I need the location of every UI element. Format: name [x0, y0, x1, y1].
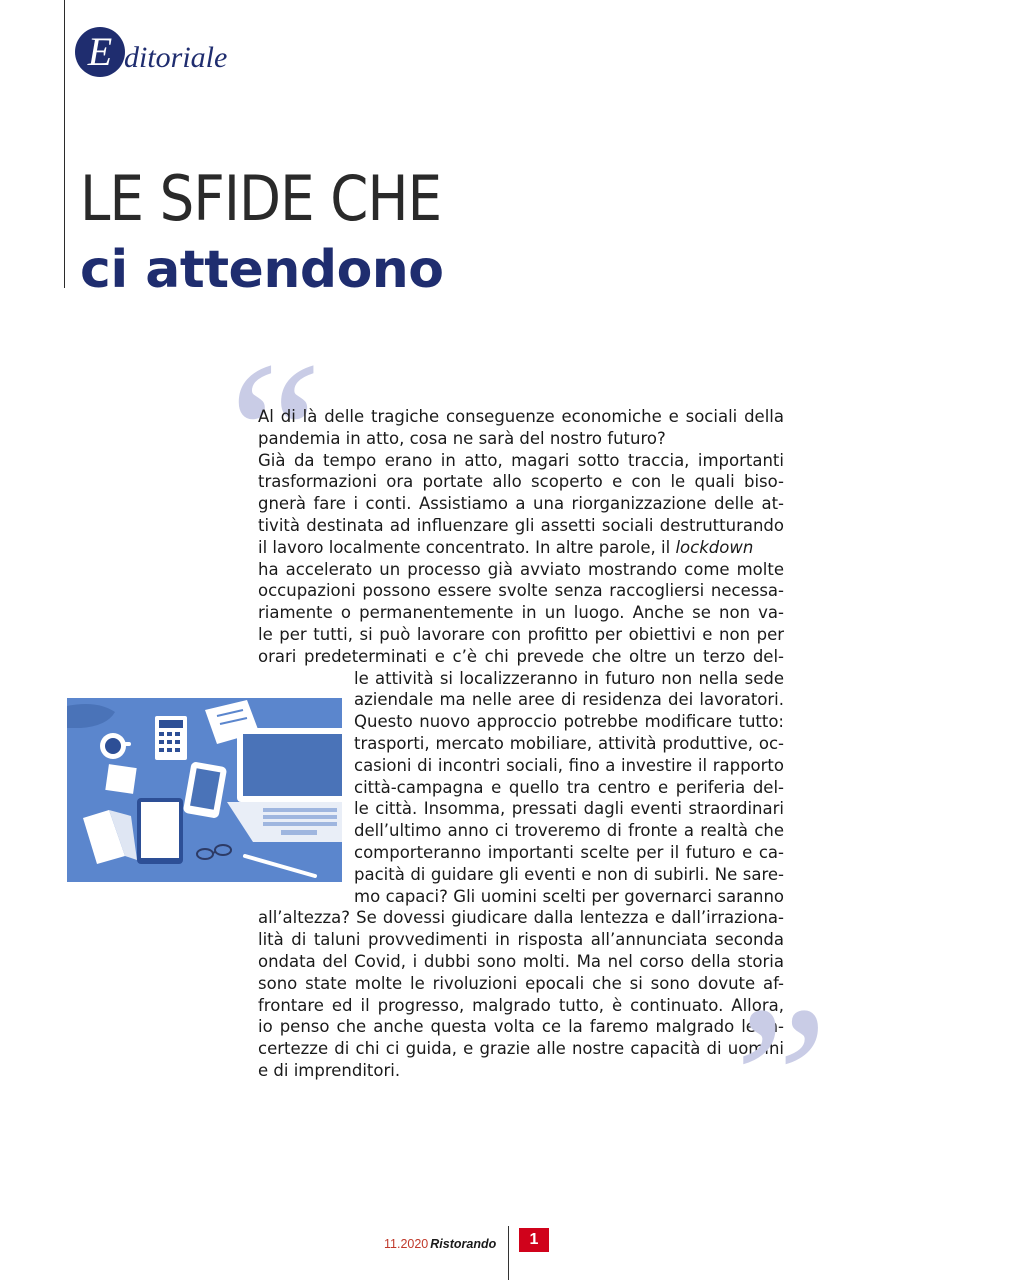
body-line: le città. Insomma, pressati dagli eventi straordinari — [354, 799, 784, 819]
footer-issue — [384, 1236, 496, 1252]
body-line: le per tutti, si può lavorare con profitto per obiettivi e non per — [258, 624, 784, 644]
footer-date: 11.2020 — [384, 1237, 429, 1251]
body-line: pandemia in atto, cosa ne sarà del nostro futuro? — [258, 428, 666, 448]
open-quote-mark: “ — [208, 319, 325, 551]
body-line: Già da tempo erano in atto, magari sotto traccia, importanti — [258, 450, 784, 470]
body-line: e di imprenditori. — [258, 1060, 401, 1080]
body-line: Al di là delle tragiche conseguenze economiche e sociali della — [258, 407, 784, 426]
tablet-icon — [137, 798, 183, 864]
laptop-icon — [227, 728, 342, 842]
body-line: trasformazioni ora portate allo scoperto e con le quali biso- — [258, 472, 784, 492]
body-line: orari predeterminati e c’è chi prevede che oltre un terzo del- — [258, 646, 784, 666]
close-quote-mark: ” — [712, 964, 829, 1196]
left-rule — [64, 0, 65, 288]
body-line: ondata del Covid, i dubbi sono molti. Ma nel corso della storia — [258, 951, 784, 971]
body-line: riamente o permanentemente in un luogo. Anche se non va- — [258, 603, 784, 623]
desk-illustration — [67, 698, 342, 882]
body-line: dell’ultimo anno ci troveremo di fronte a realtà che — [354, 821, 784, 841]
body-line: mo capaci? Gli uomini scelti per governarci saranno — [354, 886, 784, 906]
body-line: frontare ed il progresso, malgrado tutto, è continuato. Allora, — [258, 995, 784, 1015]
body-line: il lavoro localmente concentrato. In altre parole, il — [258, 537, 671, 557]
body-line: occupazioni possono essere svolte senza raccogliersi necessa- — [258, 581, 784, 601]
body-line: città-campagna e quello tra centro e periferia del- — [354, 777, 784, 797]
section-badge — [75, 27, 125, 77]
body-line: ha accelerato un processo già avviato mostrando come molte — [258, 559, 784, 579]
section-label: ditoriale — [124, 41, 228, 74]
headline-line2: ci attendono — [80, 240, 444, 300]
body-line: pacità di guidare gli eventi e non di subirli. Ne sare- — [354, 864, 784, 884]
footer-magazine: Ristorando — [430, 1237, 497, 1251]
body-line: all’altezza? Se dovessi giudicare dalla lentezza e dall’irraziona- — [258, 908, 784, 928]
body-line: trasporti, mercato mobiliare, attività produttive, oc- — [354, 733, 784, 753]
body-line: certezze di chi ci guida, e grazie alle nostre capacità di uomini — [258, 1039, 784, 1059]
section-initial: E — [87, 29, 113, 74]
body-line: tività destinata ad influenzare gli assetti sociali destrutturando — [258, 515, 784, 535]
body-line: le attività si localizzeranno in futuro non nella sede — [354, 668, 784, 688]
body-line: sono state molte le rivoluzioni epocali che si sono dovute af- — [258, 973, 784, 993]
footer-rule — [508, 1226, 509, 1280]
body-line: io penso che anche questa volta ce la faremo malgrado le in- — [258, 1017, 784, 1037]
body-line: comporteranno importanti scelte per il futuro e ca- — [354, 842, 784, 862]
body-line-with-italic — [258, 537, 784, 559]
body-line: lità di taluni provvedimenti in risposta all’annunciata seconda — [258, 930, 784, 950]
body-line: casioni di incontri sociali, fino a investire il rapporto — [354, 755, 784, 775]
body-line: gnerà fare i conti. Assistiamo a una riorganizzazione delle at- — [258, 494, 784, 514]
page-number: 1 — [519, 1228, 549, 1252]
body-line: aziendale ma nelle aree di residenza dei lavoratori. — [354, 690, 784, 710]
italic-term: lockdown — [675, 537, 754, 557]
calculator-icon — [155, 716, 187, 760]
headline-line1: LE SFIDE CHE — [80, 162, 442, 235]
body-line: Questo nuovo approccio potrebbe modificare tutto: — [354, 712, 784, 732]
sticky-note-icon — [105, 764, 136, 794]
